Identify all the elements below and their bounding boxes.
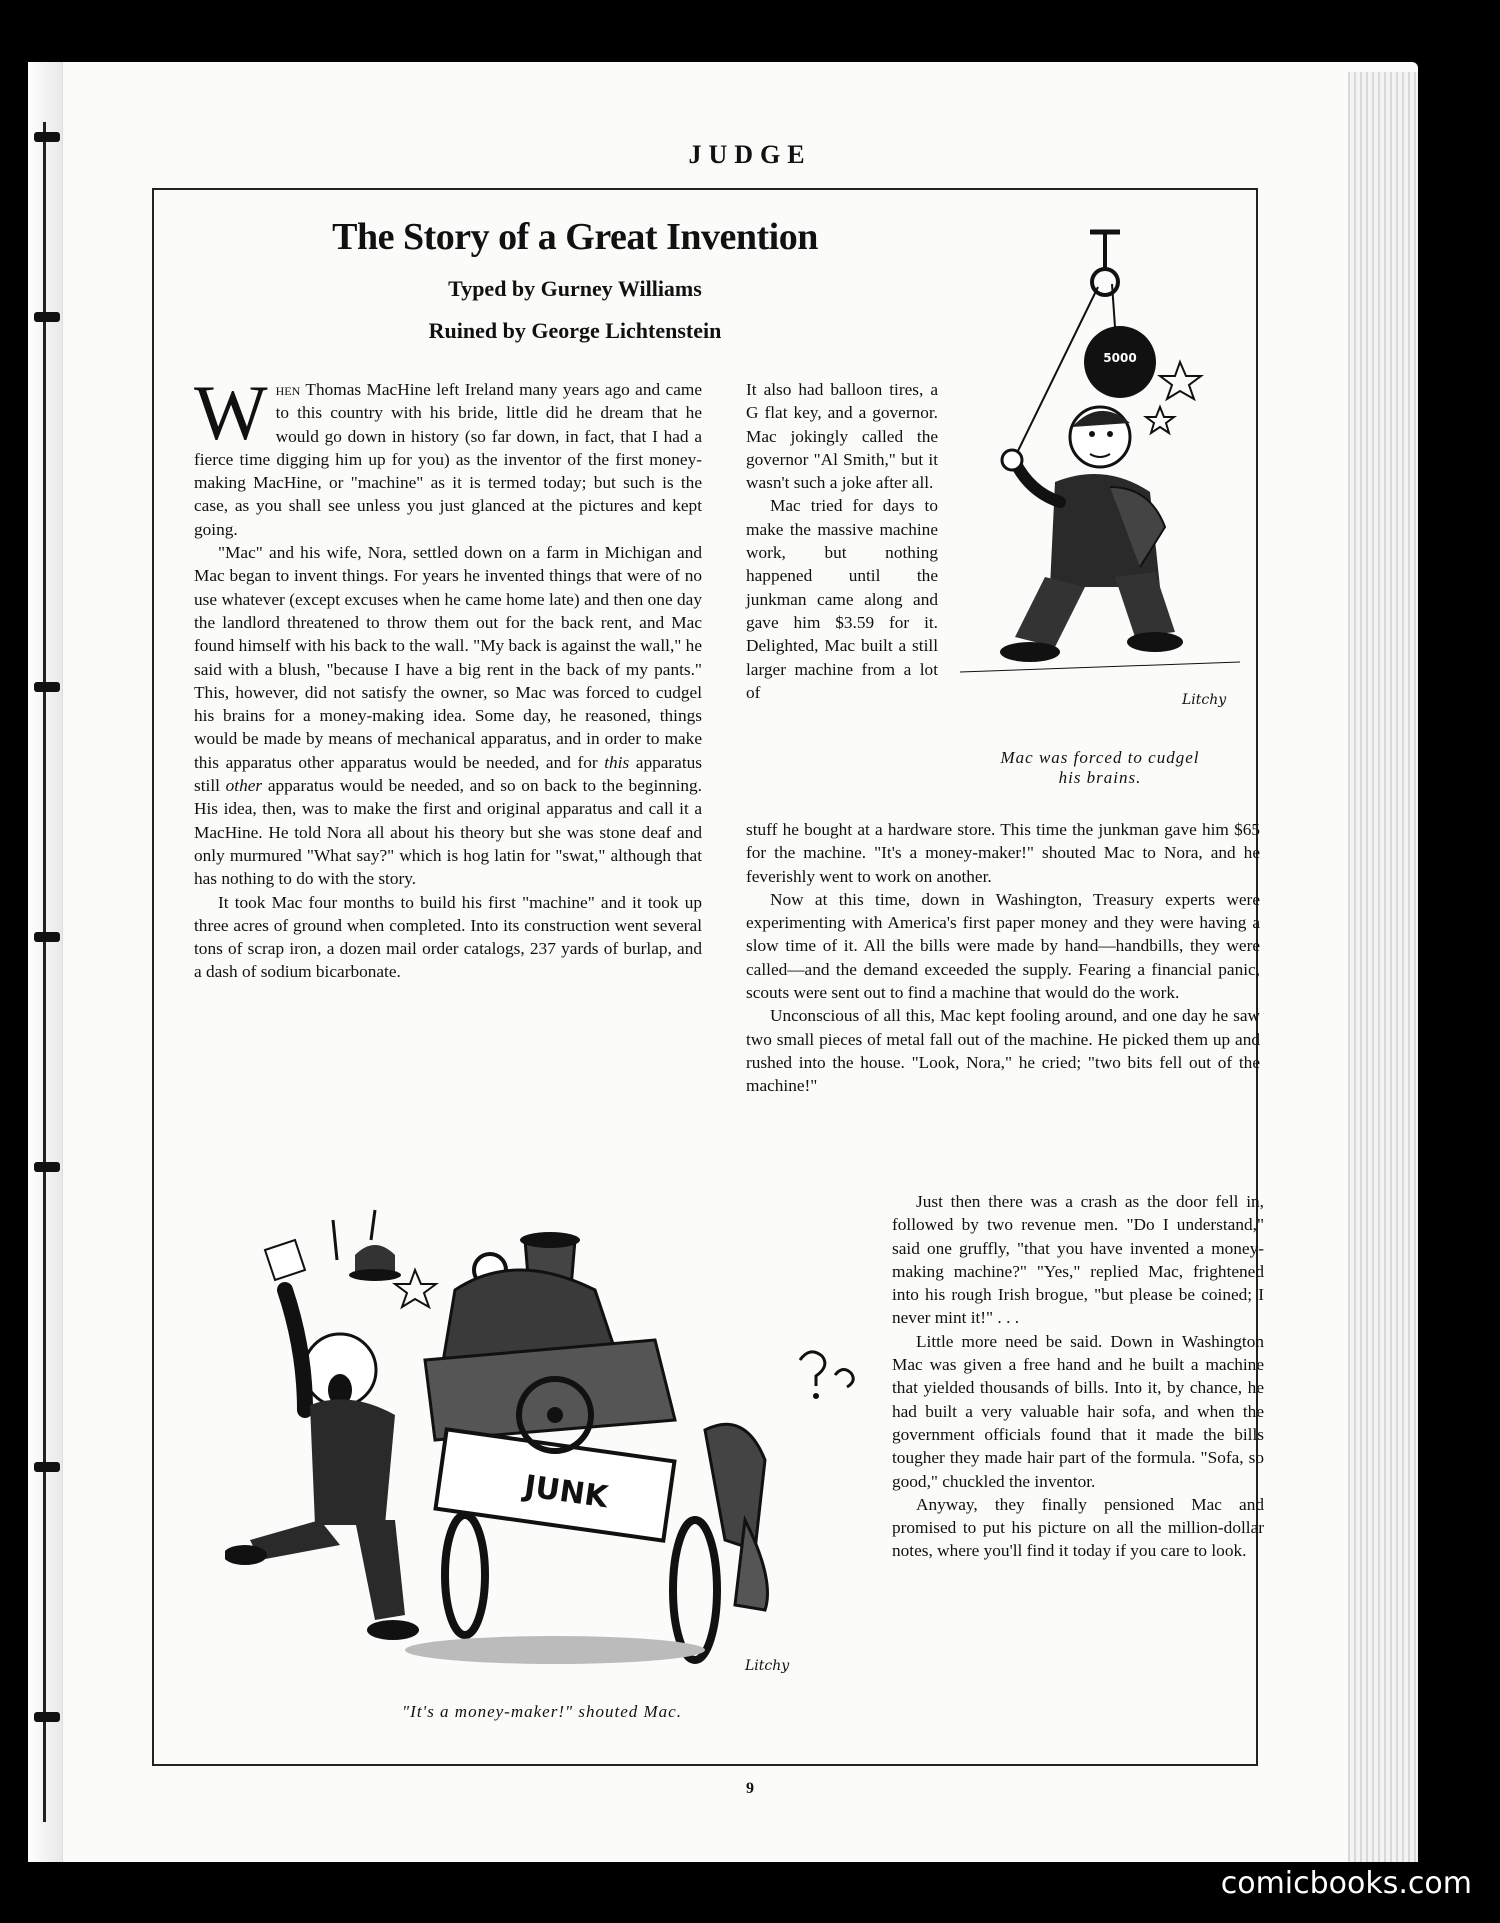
caption-top	[950, 748, 1250, 788]
bomb-label: 5000	[1103, 351, 1137, 365]
column-middle-narrow	[746, 378, 938, 704]
paragraph: Mac tried for days to make the massive machine work, but nothing happened until the junkman came along and gave him $3.59 for it. Delighted, Mac built a still larger machine from a lot of	[746, 496, 938, 702]
binding-stitch	[34, 1712, 60, 1722]
paragraph	[194, 541, 702, 890]
paragraph: Now at this time, down in Washington, Treasury experts were experimenting with America's first paper money and they were having a slow time of it. All the bills were made by hand—handbills, they were called—and the demand exceeded the supply. Fearing a financial panic, scouts were sent out to find a machine that would do the work.	[746, 889, 1260, 1003]
page-binding	[28, 62, 63, 1862]
article-title: The Story of a Great Invention	[332, 216, 818, 258]
cartoon-money-maker-illustration	[225, 1200, 885, 1690]
paragraph-text: apparatus would be needed, and so on back to the beginning. His idea, then, was to make the first and original apparatus and call it a MacHine. He told Nora all about his theory but she was stone deaf and only murmured "What say?" which is hog latin for "swat," although that has nothing to do with the story.	[194, 776, 702, 889]
binding-stitch	[34, 1462, 60, 1472]
illustrator-signature: Litchy	[1182, 692, 1227, 708]
paragraph-text: "Mac" and his wife, Nora, settled down on a farm in Michigan and Mac began to invent things. For years he invented things that were of no use whatever (except excuses when he came home late) and then one day the landlord threatened to throw them out for the back rent, and Mac found himself with his back to the wall. "My back is against the wall," he said with a blush, "because I have a big rent in the back of my pants." This, however, did not satisfy the owner, so Mac was forced to cudgel his brains for a money-making idea. Some day, he reasoned, things would be made by means of mechanical apparatus, and in order to make this apparatus other apparatus would be needed, and for	[194, 543, 702, 772]
binding-stitch	[34, 1162, 60, 1172]
binding-thread	[43, 122, 46, 1822]
caption-line: his brains.	[1058, 768, 1142, 787]
running-head: JUDGE	[688, 140, 812, 169]
paragraph-text: apparatus still	[194, 752, 702, 796]
emphasis: this	[604, 752, 630, 772]
paragraph: stuff he bought at a hardware store. This time the junkman gave him $65 for the machine. "It's a money-maker!" shouted Mac to Nora, and he feverishly went to work on another.	[746, 820, 1260, 886]
byline-illustrator: Ruined by George Lichtenstein	[428, 318, 722, 343]
cart-label: JUNK	[522, 1468, 611, 1516]
binding-stitch	[34, 932, 60, 942]
binding-stitch	[34, 312, 60, 322]
cartoon-cudgel-illustration	[950, 222, 1250, 742]
drop-cap: W	[194, 369, 268, 456]
paragraph: It also had balloon tires, a G flat key, and a governor. Mac jokingly called the governor "Al Smith," but it wasn't such a joke after all.	[746, 380, 938, 493]
binding-stitch	[34, 682, 60, 692]
page-number: 9	[746, 1780, 754, 1797]
caption-line: Mac was forced to cudgel	[1000, 748, 1200, 767]
small-caps-lead: hen	[275, 380, 301, 399]
illustrator-signature: Litchy	[745, 1658, 790, 1674]
caption-bottom: "It's a money-maker!" shouted Mac.	[402, 1702, 682, 1721]
watermark: comicbooks.com	[1220, 1866, 1472, 1901]
column-right	[892, 1190, 1264, 1563]
emphasis: other	[225, 776, 263, 796]
paragraph: Little more need be said. Down in Washington Mac was given a free hand and he built a machine that yielded thousands of bills. Into it, by chance, he had built a very valuable hair sofa, and when the government officials found that it made the bills tougher they made hair part of the formula. "Sofa, so good," chuckled the inventor.	[892, 1331, 1264, 1491]
page-edges	[1348, 72, 1418, 1862]
column-middle-wide	[746, 818, 1260, 1098]
byline-author: Typed by Gurney Williams	[448, 276, 702, 301]
paragraph: It took Mac four months to build his first "machine" and it took up three acres of ground when completed. Into its construction went several tons of scrap iron, a dozen mail order catalogs, 237 yards of burlap, and a dash of sodium bicarbonate.	[194, 892, 702, 982]
column-left	[194, 369, 702, 984]
paragraph: Just then there was a crash as the door fell in, followed by two revenue men. "Do I understand," said one gruffly, "that you have invented a money-making machine?" "Yes," replied Mac, frightened into his rough Irish brogue, "but please be coined; I never mint it!" . . .	[892, 1192, 1264, 1328]
paragraph: Anyway, they finally pensioned Mac and promised to put his picture on all the million-dollar notes, where you'll find it today if you care to look.	[892, 1494, 1264, 1561]
paragraph-text: Thomas MacHine left Ireland many years ago and came to this country with his bride, little did he dream that he would go down in history (so far down, in fact, that I had a fierce time digging him up for you) as the inventor of the first money-making MacHine, or "machine" as it is termed today; but such is the case, as you shall see unless you just glanced at the pictures and kept going.	[194, 380, 702, 539]
paragraph: Unconscious of all this, Mac kept fooling around, and one day he saw two small pieces of metal fall out of the machine. He picked them up and rushed into the house. "Look, Nora," he cried; "two bits fell out of the machine!"	[746, 1006, 1260, 1096]
paragraph	[194, 369, 702, 541]
